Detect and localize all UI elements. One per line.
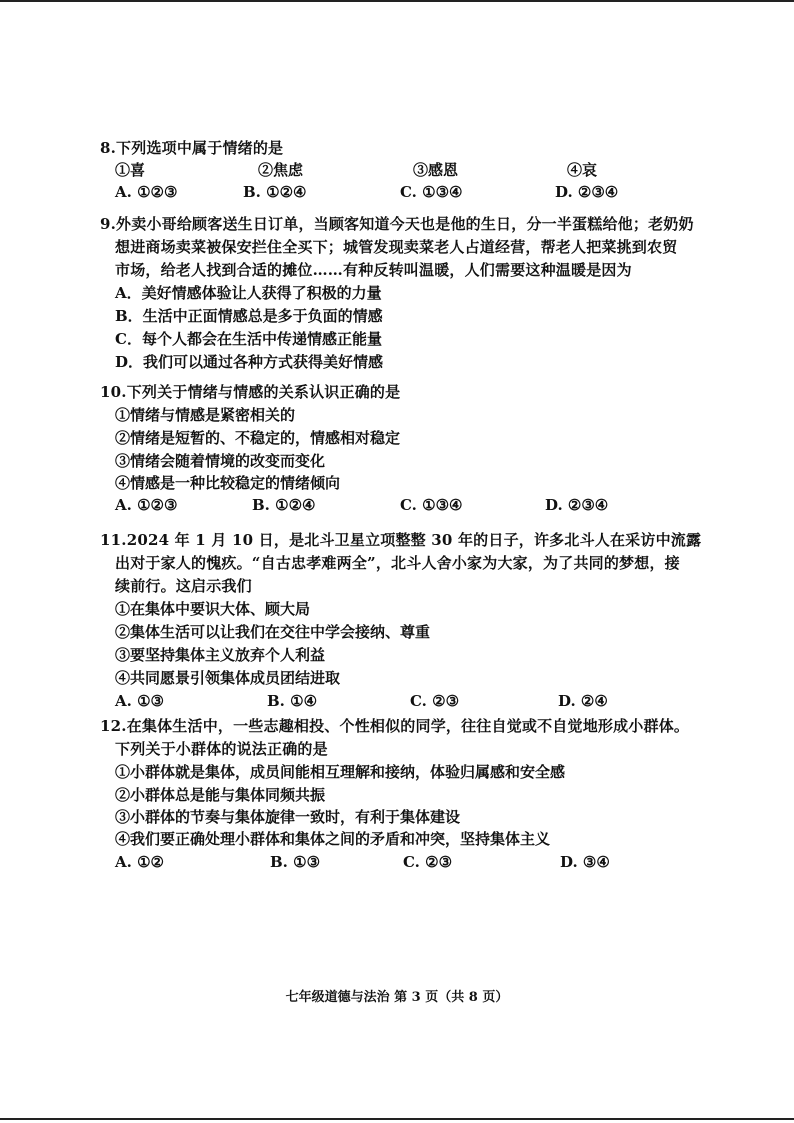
- question-10-option-d: D. ②③④: [545, 496, 609, 514]
- question-9-stem-line-1: 9.外卖小哥给顾客送生日订单，当顾客知道今天也是他的生日，分一半蛋糕给他；老奶奶: [100, 215, 694, 233]
- question-8-item-4: ④哀: [567, 161, 598, 179]
- page-footer: 七年级道德与法治 第 3 页（共 8 页）: [285, 990, 509, 1005]
- question-9-stem-line-2: 想进商场卖菜被保安拦住全买下；城管发现卖菜老人占道经营，帮老人把菜挑到农贸: [115, 238, 678, 256]
- question-11-stem-line-3: 续前行。这启示我们: [115, 577, 252, 595]
- page-top-edge: [0, 0, 794, 2]
- question-8-item-2: ②焦虑: [258, 161, 304, 179]
- question-8-option-b: B. ①②④: [243, 183, 307, 201]
- question-12-item-2: ②小群体总是能与集体同频共振: [115, 786, 326, 804]
- question-9-stem-line-3: 市场，给老人找到合适的摊位……有种反转叫温暖，人们需要这种温暖是因为: [115, 261, 632, 279]
- question-10-stem: 10.下列关于情绪与情感的关系认识正确的是: [100, 383, 401, 401]
- question-11-option-d: D. ②④: [558, 692, 608, 710]
- question-12-item-1: ①小群体就是集体，成员间能相互理解和接纳，体验归属感和安全感: [115, 763, 566, 781]
- question-11-stem-line-2: 出对于家人的愧疚。“自古忠孝难两全”，北斗人舍小家为大家，为了共同的梦想，接: [115, 554, 680, 572]
- question-12-stem-line-1: 12.在集体生活中，一些志趣相投、个性相似的同学，往往自觉或不自觉地形成小群体。: [100, 717, 690, 735]
- question-9-option-a: A．美好情感体验让人获得了积极的力量: [115, 284, 382, 302]
- question-9-option-d: D．我们可以通过各种方式获得美好情感: [115, 353, 384, 371]
- question-10-item-1: ①情绪与情感是紧密相关的: [115, 406, 296, 424]
- question-8-item-3: ③感恩: [413, 161, 459, 179]
- question-10-option-a: A. ①②③: [115, 496, 178, 514]
- question-10-item-3: ③情绪会随着情境的改变而变化: [115, 452, 326, 470]
- question-8-option-a: A. ①②③: [115, 183, 178, 201]
- question-10-item-2: ②情绪是短暂的、不稳定的，情感相对稳定: [115, 429, 401, 447]
- question-10-item-4: ④情感是一种比较稳定的情绪倾向: [115, 474, 341, 492]
- question-11-item-4: ④共同愿景引领集体成员团结进取: [115, 669, 341, 687]
- question-11-item-3: ③要坚持集体主义放弃个人利益: [115, 646, 326, 664]
- question-11-option-b: B. ①④: [267, 692, 318, 710]
- question-12-stem-line-2: 下列关于小群体的说法正确的是: [115, 740, 328, 758]
- question-11-stem-line-1: 11.2024 年 1 月 10 日，是北斗卫星立项整整 30 年的日子，许多北斗人在采访中流露: [100, 531, 702, 549]
- question-12-option-a: A. ①②: [115, 853, 164, 871]
- question-11-item-2: ②集体生活可以让我们在交往中学会接纳、尊重: [115, 623, 431, 641]
- question-9-option-b: B．生活中正面情感总是多于负面的情感: [115, 307, 383, 325]
- question-9-option-c: C．每个人都会在生活中传递情感正能量: [115, 330, 382, 348]
- question-12-item-4: ④我们要正确处理小群体和集体之间的矛盾和冲突，坚持集体主义: [115, 830, 551, 848]
- question-11-option-a: A. ①③: [115, 692, 164, 710]
- question-8-option-d: D. ②③④: [555, 183, 619, 201]
- question-12-option-b: B. ①③: [270, 853, 321, 871]
- page-bottom-edge: [0, 1118, 794, 1120]
- question-10-option-c: C. ①③④: [400, 496, 463, 514]
- question-8-item-1: ①喜: [115, 161, 146, 179]
- question-11-item-1: ①在集体中要识大体、顾大局: [115, 600, 311, 618]
- question-12-item-3: ③小群体的节奏与集体旋律一致时，有利于集体建设: [115, 808, 461, 826]
- question-12-option-c: C. ②③: [403, 853, 453, 871]
- question-12-option-d: D. ③④: [560, 853, 610, 871]
- question-11-option-c: C. ②③: [410, 692, 460, 710]
- question-8-stem: 8.下列选项中属于情绪的是: [100, 139, 284, 157]
- question-8-option-c: C. ①③④: [400, 183, 463, 201]
- question-10-option-b: B. ①②④: [252, 496, 316, 514]
